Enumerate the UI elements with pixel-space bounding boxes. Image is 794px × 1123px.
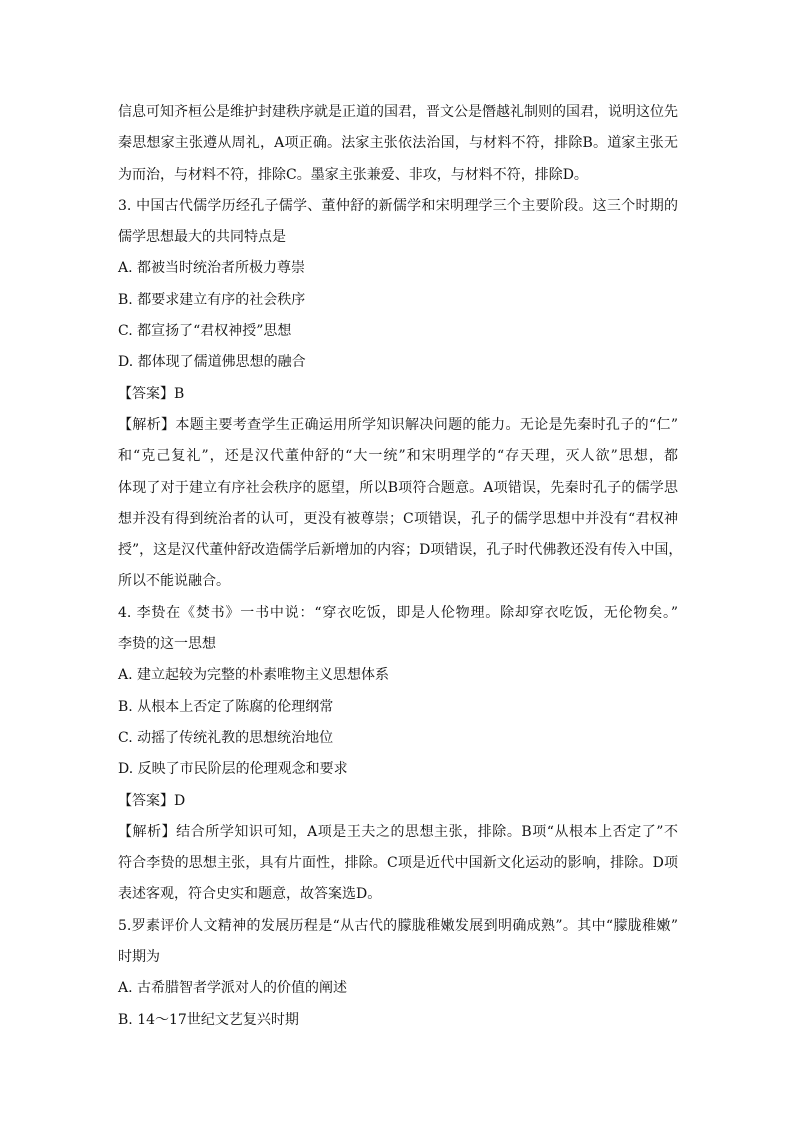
text-line: A. 古希腊智者学派对人的价值的阐述 [118, 980, 348, 997]
text-line: 5.罗素评价人文精神的发展历程是“从古代的朦胧稚嫩发展到明确成熟”。其中“朦胧稚嫩” [118, 917, 678, 934]
text-line: D. 都体现了儒道佛思想的融合 [118, 354, 306, 371]
text-line: 李贽的这一思想 [118, 636, 216, 653]
text-line: 儒学思想最大的共同特点是 [118, 229, 286, 246]
text-line: 为而治，与材料不符，排除C。墨家主张兼爱、非攻，与材料不符，排除D。 [118, 166, 588, 183]
document-page [118, 97, 683, 1036]
text-line: 体现了对于建立有序社会秩序的愿望，所以B项符合题意。A项错误，先秦时孔子的儒学思 [118, 479, 678, 496]
text-line: 想并没有得到统治者的认可，更没有被尊崇；C项错误，孔子的儒学思想中并没有“君权神 [118, 510, 678, 527]
text-line: 时期为 [118, 949, 160, 966]
text-line: 符合李贽的思想主张，具有片面性，排除。C项是近代中国新文化运动的影响，排除。D项 [118, 855, 678, 872]
text-line: B. 14～17世纪文艺复兴时期 [118, 1011, 299, 1028]
text-line: 和“克己复礼”，还是汉代董仲舒的“大一统”和宋明理学的“存天理，灭人欲”思想，都 [118, 448, 678, 465]
text-line: 【答案】D [118, 792, 186, 809]
text-line: C. 都宣扬了“君权神授”思想 [118, 323, 292, 340]
text-line: A. 建立起较为完整的朴素唯物主义思想体系 [118, 667, 390, 684]
text-line: 秦思想家主张遵从周礼，A项正确。法家主张依法治国，与材料不符，排除B。道家主张无 [118, 135, 678, 152]
text-line: 3. 中国古代儒学历经孔子儒学、董仲舒的新儒学和宋明理学三个主要阶段。这三个时期的 [118, 197, 678, 214]
text-line: B. 从根本上否定了陈腐的伦理纲常 [118, 698, 334, 715]
text-line: 【解析】本题主要考查学生正确运用所学知识解决问题的能力。无论是先秦时孔子的“仁” [118, 416, 678, 433]
text-line: 所以不能说融合。 [118, 573, 230, 590]
text-line: A. 都被当时统治者所极力尊崇 [118, 260, 306, 277]
text-line: 信息可知齐桓公是维护封建秩序就是正道的国君，晋文公是僭越礼制则的国君，说明这位先 [118, 104, 678, 120]
text-line: D. 反映了市民阶层的伦理观念和要求 [118, 761, 348, 778]
text-line: 授”，这是汉代董仲舒改造儒学后新增加的内容；D项错误，孔子时代佛教还没有传入中国， [118, 542, 683, 559]
text-line: 4. 李贽在《焚书》一书中说：“穿衣吃饭，即是人伦物理。除却穿衣吃饭，无伦物矣。” [118, 604, 678, 621]
text-line: B. 都要求建立有序的社会秩序 [118, 291, 306, 308]
text-line: C. 动摇了传统礼教的思想统治地位 [118, 729, 334, 746]
text-line: 【解析】结合所学知识可知，A项是王夫之的思想主张，排除。B项“从根本上否定了”不 [118, 823, 678, 840]
text-line: 表述客观，符合史实和题意，故答案选D。 [118, 886, 382, 903]
text-line: 【答案】B [118, 385, 185, 402]
